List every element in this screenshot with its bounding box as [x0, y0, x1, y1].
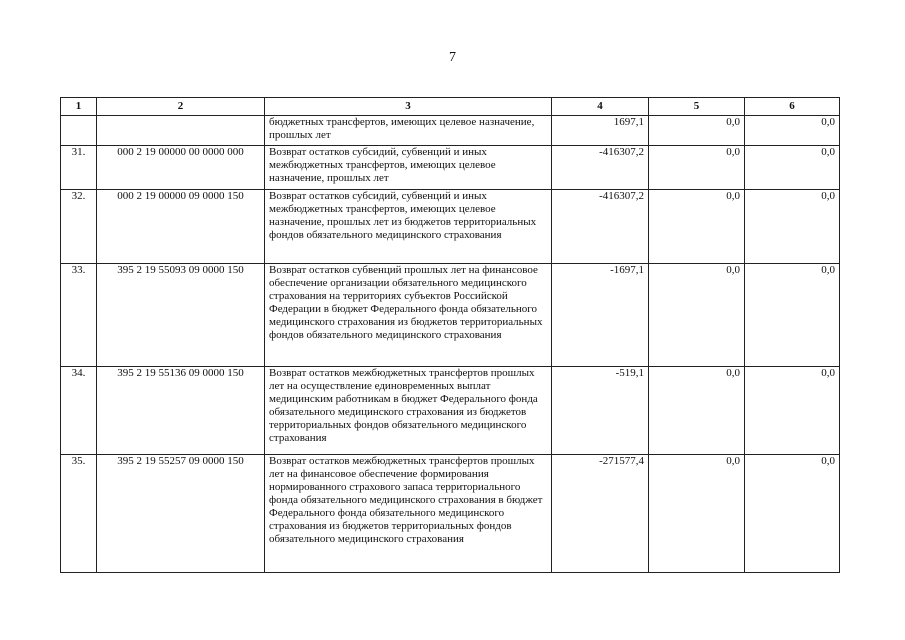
row-number: 33.: [61, 264, 97, 367]
value-col6: 0,0: [745, 116, 840, 146]
column-header: 4: [552, 98, 649, 116]
budget-code: 395 2 19 55093 09 0000 150: [97, 264, 265, 367]
value-col5: 0,0: [649, 146, 745, 190]
row-number: 34.: [61, 367, 97, 455]
table-row: [61, 146, 840, 190]
value-col4: 1697,1: [552, 116, 649, 146]
row-number: 32.: [61, 190, 97, 264]
value-col4: -1697,1: [552, 264, 649, 367]
table-header-row: [61, 98, 840, 116]
value-col6: 0,0: [745, 146, 840, 190]
row-description: бюджетных трансфертов, имеющих целевое назначение, прошлых лет: [265, 116, 552, 146]
column-header: 5: [649, 98, 745, 116]
row-description: Возврат остатков межбюджетных трансфертов прошлых лет на финансовое обеспечение формирования нормированного страхового запаса территориального фонда обязательного медицинского страхования в бюджет Федерального фонда обязательного медицинского страхования из бюджетов территориальных фондов обязательного медицинского страхования: [265, 455, 552, 573]
value-col6: 0,0: [745, 190, 840, 264]
budget-code: 000 2 19 00000 09 0000 150: [97, 190, 265, 264]
value-col5: 0,0: [649, 116, 745, 146]
value-col5: 0,0: [649, 190, 745, 264]
budget-code: 000 2 19 00000 00 0000 000: [97, 146, 265, 190]
table-row: [61, 367, 840, 455]
value-col6: 0,0: [745, 367, 840, 455]
value-col4: -519,1: [552, 367, 649, 455]
row-number: 35.: [61, 455, 97, 573]
value-col5: 0,0: [649, 367, 745, 455]
row-description: Возврат остатков субсидий, субвенций и иных межбюджетных трансфертов, имеющих целевое назначение, прошлых лет из бюджетов территориальных фондов обязательного медицинского страхования: [265, 190, 552, 264]
row-number: [61, 116, 97, 146]
value-col4: -416307,2: [552, 190, 649, 264]
value-col4: -271577,4: [552, 455, 649, 573]
row-number: 31.: [61, 146, 97, 190]
budget-code: 395 2 19 55136 09 0000 150: [97, 367, 265, 455]
value-col6: 0,0: [745, 455, 840, 573]
row-description: Возврат остатков межбюджетных трансфертов прошлых лет на осуществление единовременных выплат медицинским работникам в бюджет Федерального фонда обязательного медицинского страхования из бюджетов территориальных фондов обязательного медицинского страхования: [265, 367, 552, 455]
value-col6: 0,0: [745, 264, 840, 367]
page-number: 7: [449, 50, 456, 65]
row-description: Возврат остатков субвенций прошлых лет на финансовое обеспечение организации обязательного медицинского страхования на территориях субъектов Российской Федерации в бюджет Федерального фонда обязательного медицинского страхования из бюджетов территориальных фондов обязательного медицинского страхования: [265, 264, 552, 367]
table-row: [61, 190, 840, 264]
budget-code: [97, 116, 265, 146]
table-row: [61, 455, 840, 573]
value-col4: -416307,2: [552, 146, 649, 190]
column-header: 3: [265, 98, 552, 116]
value-col5: 0,0: [649, 264, 745, 367]
budget-table: [60, 97, 840, 573]
value-col5: 0,0: [649, 455, 745, 573]
table-row: [61, 264, 840, 367]
row-description: Возврат остатков субсидий, субвенций и иных межбюджетных трансфертов, имеющих целевое назначение, прошлых лет: [265, 146, 552, 190]
table-row: [61, 116, 840, 146]
budget-code: 395 2 19 55257 09 0000 150: [97, 455, 265, 573]
column-header: 6: [745, 98, 840, 116]
column-header: 1: [61, 98, 97, 116]
column-header: 2: [97, 98, 265, 116]
